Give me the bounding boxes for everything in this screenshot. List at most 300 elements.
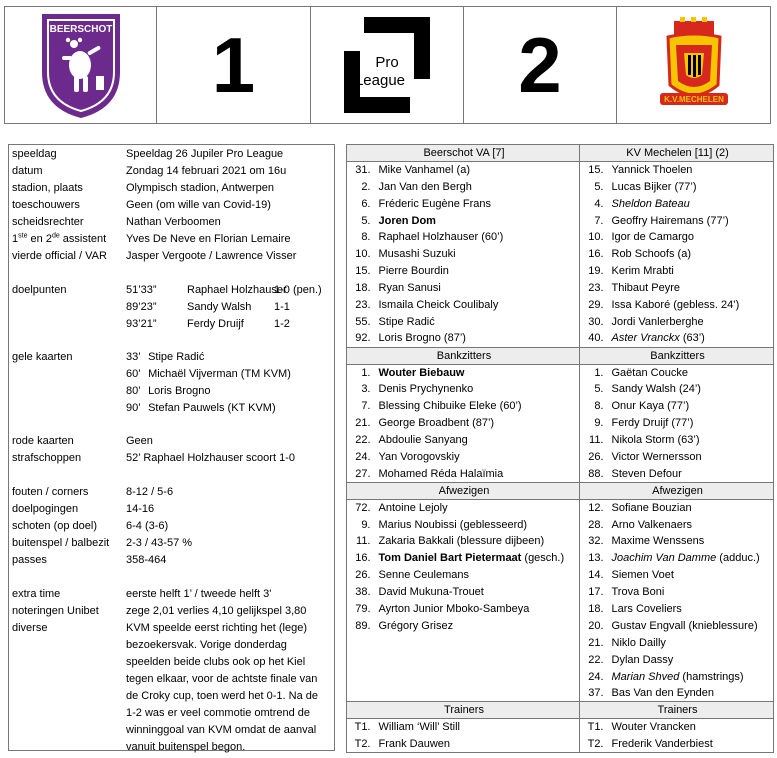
home-absent-player — [375, 601, 580, 618]
player-note: (gesch.) — [521, 552, 565, 565]
goal-time: 93’21” — [126, 318, 157, 330]
home-absent-number: 9. — [347, 516, 375, 533]
odds-value: zege 2,01 verlies 4,10 gelijkspel 3,80 — [126, 605, 307, 617]
away-starters-number: 7. — [580, 212, 608, 229]
away-absent-number: 18. — [580, 601, 608, 618]
diverse-line: tegen elkaar, voor de achtste finale van — [126, 673, 318, 685]
empty-cell — [347, 651, 375, 668]
player-name: Yan Vorogovskiy — [378, 450, 460, 463]
match-info-panel — [8, 144, 335, 751]
home-starters-player — [375, 263, 580, 280]
player-name: Steven Defour — [611, 467, 682, 480]
away-trainers-number: T1. — [580, 719, 608, 736]
away-absent-player — [608, 601, 774, 618]
player-name: Ryan Sanusi — [378, 282, 441, 295]
away-starters-header: KV Mechelen [11] (2) — [580, 145, 774, 162]
svg-text:BEERSCHOT: BEERSCHOT — [49, 24, 112, 35]
away-absent-number: 20. — [580, 617, 608, 634]
home-trainers-header: Trainers — [347, 702, 580, 719]
away-absent-player — [608, 668, 774, 685]
away-starters-player — [608, 297, 774, 314]
card-time: 80’ — [126, 385, 141, 397]
table-row — [347, 263, 774, 280]
player-name: Yannick Thoelen — [611, 164, 693, 177]
section-header-row — [347, 482, 774, 499]
table-row — [347, 432, 774, 449]
away-starters-player — [608, 280, 774, 297]
table-row — [347, 634, 774, 651]
home-starters-player — [375, 161, 580, 178]
away-bench-player — [608, 364, 774, 381]
goal-time: 51’33” — [126, 284, 157, 296]
away-starters-number: 5. — [580, 178, 608, 195]
away-starters-player — [608, 161, 774, 178]
away-absent-number: 21. — [580, 634, 608, 651]
stat-value: 14-16 — [126, 503, 155, 515]
goal-row — [126, 316, 290, 333]
home-absent-player — [375, 584, 580, 601]
table-row — [347, 584, 774, 601]
player-name: Senne Ceulemans — [378, 569, 470, 582]
player-name: Jordi Vanlerberghe — [611, 315, 704, 328]
player-name: Thibaut Peyre — [611, 282, 680, 295]
home-absent-player — [375, 533, 580, 550]
table-row — [347, 567, 774, 584]
home-score: 1 — [211, 20, 256, 109]
home-bench-number: 7. — [347, 398, 375, 415]
player-name: Siemen Voet — [611, 569, 674, 582]
away-absent-number: 37. — [580, 685, 608, 702]
home-starters-player — [375, 212, 580, 229]
player-name: Ferdy Druijf (77’) — [611, 417, 694, 430]
away-absent-number: 17. — [580, 584, 608, 601]
goal-score: 1-1 — [274, 301, 290, 313]
away-absent-player — [608, 499, 774, 516]
home-absent-number: 26. — [347, 567, 375, 584]
goal-score: 1-2 — [274, 318, 290, 330]
away-starters-player — [608, 246, 774, 263]
away-starters-player — [608, 229, 774, 246]
penalties-value: 52’ Raphael Holzhauser scoort 1-0 — [126, 452, 295, 464]
table-row — [347, 533, 774, 550]
away-starters-player — [608, 212, 774, 229]
table-row — [347, 719, 774, 736]
table-row — [347, 280, 774, 297]
info-value-toeschouwers: Geen (om wille van Covid-19) — [126, 199, 271, 211]
card-player: Michaël Vijverman (TM KVM) — [148, 368, 291, 380]
player-note: (63’) — [679, 332, 705, 345]
diverse-line: winninggoal van KVM omdat de aanval — [126, 724, 317, 736]
away-bench-player — [608, 465, 774, 482]
away-absent-number: 12. — [580, 499, 608, 516]
player-name: Trova Boni — [611, 586, 665, 599]
away-absent-player — [608, 533, 774, 550]
away-bench-number: 5. — [580, 381, 608, 398]
away-score: 2 — [518, 20, 562, 109]
player-name: Blessing Chibuike Eleke (60’) — [378, 400, 522, 413]
player-name: Wouter Vrancken — [611, 721, 696, 734]
table-row — [347, 601, 774, 618]
empty-cell — [375, 651, 580, 668]
player-name: William ‘Will’ Still — [378, 721, 460, 734]
home-starters-number: 18. — [347, 280, 375, 297]
away-bench-player — [608, 398, 774, 415]
away-starters-number: 30. — [580, 313, 608, 330]
home-score-cell — [157, 7, 311, 123]
svg-text:League: League — [354, 72, 406, 89]
away-absent-player — [608, 550, 774, 567]
away-starters-number: 16. — [580, 246, 608, 263]
info-label-vierde-official: vierde official / VAR — [12, 250, 107, 262]
home-starters-number: 6. — [347, 195, 375, 212]
player-name: Arno Valkenaers — [611, 518, 693, 531]
player-name: Issa Kaboré (gebless. 24’) — [611, 298, 740, 311]
goal-row — [126, 282, 322, 299]
player-note: (hamstrings) — [679, 670, 744, 683]
away-starters-number: 4. — [580, 195, 608, 212]
goal-score: 1-0 (pen.) — [274, 284, 322, 296]
player-name: Ayrton Junior Mboko-Sambeya — [378, 602, 530, 615]
home-absent-number: 16. — [347, 550, 375, 567]
player-name: Frederik Vanderbiest — [611, 737, 713, 750]
info-label-datum: datum — [12, 165, 43, 177]
stat-label: passes — [12, 554, 47, 566]
table-row — [347, 550, 774, 567]
home-starters-player — [375, 229, 580, 246]
home-trainers-number: T1. — [347, 719, 375, 736]
away-absent-player — [608, 651, 774, 668]
away-bench-player — [608, 432, 774, 449]
goal-time: 89’23” — [126, 301, 157, 313]
diverse-line: bezoekersvak. Vorige donderdag — [126, 639, 287, 651]
empty-cell — [375, 685, 580, 702]
home-starters-player — [375, 330, 580, 347]
diverse-line: vanuit buitenspel begon. — [126, 741, 246, 753]
diverse-label: diverse — [12, 622, 48, 634]
home-starters-player — [375, 178, 580, 195]
stat-label: fouten / corners — [12, 486, 89, 498]
player-name: Joren Dom — [378, 214, 436, 227]
player-name: Rob Schoofs (a) — [611, 248, 691, 261]
player-name: Aster Vranckx — [611, 332, 680, 345]
info-label-assistenten: 1ste en 2de assistent — [12, 232, 107, 245]
table-row — [347, 381, 774, 398]
home-absent-header: Afwezigen — [347, 482, 580, 499]
card-player: Loris Brogno — [148, 385, 211, 397]
card-time: 60’ — [126, 368, 141, 380]
away-bench-player — [608, 449, 774, 466]
home-starters-number: 23. — [347, 297, 375, 314]
home-starters-number: 31. — [347, 161, 375, 178]
beerschot-logo-icon — [38, 10, 124, 120]
home-bench-number: 24. — [347, 449, 375, 466]
match-header — [4, 6, 771, 124]
table-row — [347, 449, 774, 466]
player-name: Gustav Engvall (knieblessure) — [611, 619, 758, 632]
section-header-row — [347, 145, 774, 162]
away-bench-number: 1. — [580, 364, 608, 381]
home-bench-number: 3. — [347, 381, 375, 398]
player-name: Stipe Radić — [378, 315, 435, 328]
svg-text:Pro: Pro — [375, 54, 399, 71]
player-name: Nikola Storm (63’) — [611, 434, 700, 447]
away-absent-number: 14. — [580, 567, 608, 584]
empty-cell — [375, 634, 580, 651]
diverse-line: speelden beide clubs ook op het Kiel — [126, 656, 306, 668]
home-starters-number: 5. — [347, 212, 375, 229]
empty-cell — [347, 668, 375, 685]
away-starters-number: 40. — [580, 330, 608, 347]
info-value-scheidsrechter: Nathan Verboomen — [126, 216, 221, 228]
info-label-scheidsrechter: scheidsrechter — [12, 216, 84, 228]
player-name: Dylan Dassy — [611, 653, 674, 666]
goal-player: Ferdy Druijf — [187, 318, 244, 330]
player-name: George Broadbent (87’) — [378, 417, 495, 430]
player-name: Tom Daniel Bart Pietermaat — [378, 552, 522, 565]
home-starters-number: 8. — [347, 229, 375, 246]
table-row — [347, 330, 774, 347]
table-row — [347, 668, 774, 685]
away-bench-player — [608, 381, 774, 398]
card-player: Stipe Radić — [148, 351, 205, 363]
stat-value: 358-464 — [126, 554, 167, 566]
player-name: Jan Van den Bergh — [378, 180, 472, 193]
home-starters-player — [375, 246, 580, 263]
stat-label: doelpogingen — [12, 503, 79, 515]
home-bench-number: 1. — [347, 364, 375, 381]
away-starters-number: 10. — [580, 229, 608, 246]
lineup-table — [346, 144, 774, 753]
table-row — [347, 297, 774, 314]
player-name: Bas Van den Eynden — [611, 687, 715, 700]
odds-label: noteringen Unibet — [12, 605, 99, 617]
red-cards-value: Geen — [126, 435, 153, 447]
home-absent-player — [375, 499, 580, 516]
home-absent-player — [375, 516, 580, 533]
player-name: Marian Shved — [611, 670, 680, 683]
goal-player: Raphael Holzhauser — [187, 284, 287, 296]
stat-label: schoten (op doel) — [12, 520, 97, 532]
home-trainers-number: T2. — [347, 736, 375, 753]
info-value-stadion: Olympisch stadion, Antwerpen — [126, 182, 274, 194]
extra-time-value: eerste helft 1’ / tweede helft 3' — [126, 588, 272, 600]
player-name: Mohamed Réda Halaïmia — [378, 467, 504, 480]
goals-label: doelpunten — [12, 284, 67, 296]
away-starters-player — [608, 195, 774, 212]
player-name: David Mukuna-Trouet — [378, 586, 484, 599]
player-name: Maxime Wenssens — [611, 535, 705, 548]
section-header-row — [347, 347, 774, 364]
info-label-speeldag: speeldag — [12, 148, 57, 160]
info-value-speeldag: Speeldag 26 Jupiler Pro League — [126, 148, 284, 160]
info-label-toeschouwers: toeschouwers — [12, 199, 80, 211]
away-starters-player — [608, 178, 774, 195]
home-starters-number: 10. — [347, 246, 375, 263]
player-name: Frank Dauwen — [378, 737, 451, 750]
player-name: Niklo Dailly — [611, 636, 666, 649]
home-starters-number: 55. — [347, 313, 375, 330]
table-row — [347, 736, 774, 753]
away-absent-player — [608, 516, 774, 533]
home-starters-player — [375, 280, 580, 297]
table-row — [347, 364, 774, 381]
table-row — [347, 685, 774, 702]
away-starters-player — [608, 330, 774, 347]
player-name: Musashi Suzuki — [378, 248, 456, 261]
home-starters-header: Beerschot VA [7] — [347, 145, 580, 162]
pro-league-logo-icon — [342, 15, 432, 115]
away-starters-number: 29. — [580, 297, 608, 314]
info-label-stadion: stadion, plaats — [12, 182, 83, 194]
away-trainers-number: T2. — [580, 736, 608, 753]
stat-value: 2-3 / 43-57 % — [126, 537, 193, 549]
player-name: Sheldon Bateau — [611, 197, 690, 210]
player-name: Marius Noubissi (geblesseerd) — [378, 518, 528, 531]
table-row — [347, 516, 774, 533]
league-logo-cell — [311, 7, 464, 123]
extra-time-label: extra time — [12, 588, 61, 600]
away-bench-number: 88. — [580, 465, 608, 482]
away-starters-number: 23. — [580, 280, 608, 297]
away-absent-player — [608, 617, 774, 634]
home-bench-player — [375, 364, 580, 381]
player-name: Raphael Holzhauser (60’) — [378, 231, 504, 244]
penalties-label: strafschoppen — [12, 452, 82, 464]
away-bench-number: 26. — [580, 449, 608, 466]
player-name: Sofiane Bouzian — [611, 501, 692, 514]
red-cards-label: rode kaarten — [12, 435, 74, 447]
home-absent-number: 11. — [347, 533, 375, 550]
away-bench-player — [608, 415, 774, 432]
away-starters-number: 15. — [580, 161, 608, 178]
home-trainers-player — [375, 719, 580, 736]
table-row — [347, 313, 774, 330]
player-name: Igor de Camargo — [611, 231, 695, 244]
stat-label: buitenspel / balbezit — [12, 537, 110, 549]
kv-mechelen-logo-icon — [654, 15, 734, 115]
table-row — [347, 212, 774, 229]
player-name: Loris Brogno (87’) — [378, 332, 466, 345]
info-value-datum: Zondag 14 februari 2021 om 16u — [126, 165, 287, 177]
away-absent-number: 24. — [580, 668, 608, 685]
player-name: Victor Wernersson — [611, 450, 702, 463]
away-trainers-header: Trainers — [580, 702, 774, 719]
player-name: Fréderic Eugène Frans — [378, 197, 491, 210]
home-starters-number: 92. — [347, 330, 375, 347]
away-absent-number: 13. — [580, 550, 608, 567]
player-name: Lucas Bijker (77’) — [611, 180, 697, 193]
away-starters-player — [608, 313, 774, 330]
home-absent-number: 79. — [347, 601, 375, 618]
home-absent-number: 72. — [347, 499, 375, 516]
goal-row — [126, 299, 290, 316]
info-value-vierde-official: Jasper Vergoote / Lawrence Visser — [126, 250, 297, 262]
home-starters-player — [375, 195, 580, 212]
table-row — [347, 161, 774, 178]
player-note: (adduc.) — [716, 552, 760, 565]
empty-cell — [347, 634, 375, 651]
empty-cell — [347, 685, 375, 702]
home-absent-number: 38. — [347, 584, 375, 601]
home-bench-player — [375, 415, 580, 432]
yellow-cards-label: gele kaarten — [12, 351, 73, 363]
home-trainers-player — [375, 736, 580, 753]
home-starters-player — [375, 313, 580, 330]
table-row — [347, 465, 774, 482]
player-name: Gaëtan Coucke — [611, 366, 688, 379]
away-absent-number: 22. — [580, 651, 608, 668]
table-row — [347, 617, 774, 634]
player-name: Abdoulie Sanyang — [378, 434, 468, 447]
home-bench-player — [375, 381, 580, 398]
away-absent-header: Afwezigen — [580, 482, 774, 499]
player-name: Lars Coveliers — [611, 602, 682, 615]
player-name: Sandy Walsh (24’) — [611, 383, 701, 396]
table-row — [347, 178, 774, 195]
home-bench-header: Bankzitters — [347, 347, 580, 364]
table-row — [347, 398, 774, 415]
home-bench-player — [375, 432, 580, 449]
section-header-row — [347, 702, 774, 719]
home-bench-player — [375, 465, 580, 482]
table-row — [347, 415, 774, 432]
away-absent-player — [608, 584, 774, 601]
player-name: Denis Prychynenko — [378, 383, 474, 396]
player-name: Onur Kaya (77’) — [611, 400, 690, 413]
stat-value: 6-4 (3-6) — [126, 520, 169, 532]
player-name: Antoine Lejoly — [378, 501, 448, 514]
away-trainers-player — [608, 719, 774, 736]
home-logo-cell — [5, 7, 157, 123]
table-row — [347, 246, 774, 263]
away-absent-number: 32. — [580, 533, 608, 550]
yellow-card-row — [126, 349, 204, 366]
away-bench-number: 9. — [580, 415, 608, 432]
yellow-card-row — [126, 400, 276, 417]
away-score-cell — [464, 7, 617, 123]
player-name: Mike Vanhamel (a) — [378, 164, 470, 177]
home-bench-number: 27. — [347, 465, 375, 482]
player-name: Joachim Van Damme — [611, 552, 717, 565]
table-row — [347, 651, 774, 668]
yellow-card-row — [126, 383, 210, 400]
table-row — [347, 195, 774, 212]
away-starters-player — [608, 263, 774, 280]
table-row — [347, 499, 774, 516]
away-absent-player — [608, 634, 774, 651]
table-row — [347, 229, 774, 246]
diverse-line: de Croky cup, toen werd het 0-1. Na de — [126, 690, 318, 702]
info-value-assistenten: Yves De Neve en Florian Lemaire — [126, 233, 291, 245]
card-time: 33’ — [126, 351, 141, 363]
home-starters-number: 2. — [347, 178, 375, 195]
goal-player: Sandy Walsh — [187, 301, 252, 313]
player-name: Kerim Mrabti — [611, 265, 674, 278]
home-starters-player — [375, 297, 580, 314]
away-bench-header: Bankzitters — [580, 347, 774, 364]
home-bench-player — [375, 449, 580, 466]
player-name: Pierre Bourdin — [378, 265, 449, 278]
away-absent-player — [608, 567, 774, 584]
player-name: Ismaila Cheick Coulibaly — [378, 298, 499, 311]
away-absent-number: 28. — [580, 516, 608, 533]
home-absent-number: 89. — [347, 617, 375, 634]
home-absent-player — [375, 617, 580, 634]
away-starters-number: 19. — [580, 263, 608, 280]
empty-cell — [375, 668, 580, 685]
player-name: Wouter Biebauw — [378, 366, 465, 379]
card-player: Stefan Pauwels (KT KVM) — [148, 402, 276, 414]
